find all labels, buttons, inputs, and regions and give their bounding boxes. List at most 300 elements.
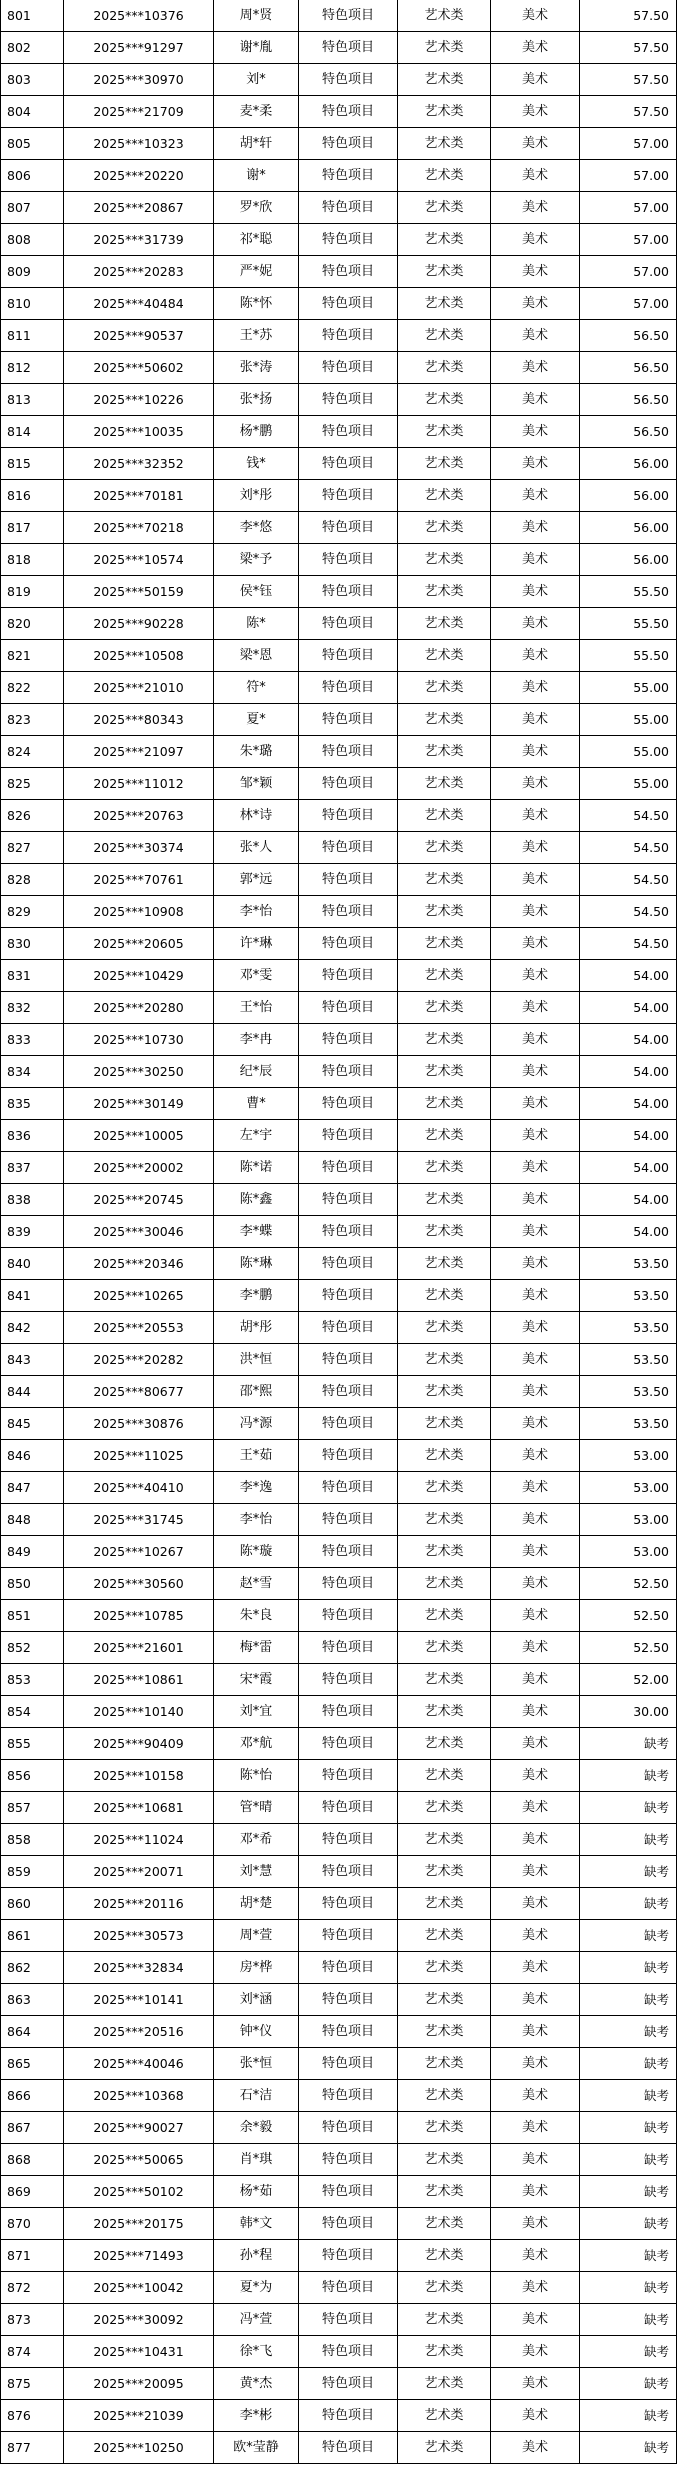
row-number-cell: 844: [1, 1376, 64, 1408]
score-cell: 缺考: [580, 1984, 677, 2016]
project-cell: 特色项目: [299, 800, 398, 832]
table-row: [1, 1792, 677, 1824]
project-cell: 特色项目: [299, 576, 398, 608]
category-cell: 艺术类: [398, 1440, 491, 1472]
score-cell: 缺考: [580, 2272, 677, 2304]
candidate-id-cell: 2025***10574: [64, 544, 214, 576]
score-cell: 56.50: [580, 352, 677, 384]
project-cell: 特色项目: [299, 1088, 398, 1120]
table-row: [1, 32, 677, 64]
row-number-cell: 863: [1, 1984, 64, 2016]
candidate-name-cell: 李*怡: [214, 1504, 299, 1536]
table-row: [1, 1248, 677, 1280]
row-number-cell: 854: [1, 1696, 64, 1728]
row-number-cell: 876: [1, 2400, 64, 2432]
score-cell: 缺考: [580, 2016, 677, 2048]
table-row: [1, 608, 677, 640]
candidate-id-cell: 2025***20116: [64, 1888, 214, 1920]
candidate-id-cell: 2025***10158: [64, 1760, 214, 1792]
score-cell: 缺考: [580, 2208, 677, 2240]
category-cell: 艺术类: [398, 416, 491, 448]
table-row: [1, 288, 677, 320]
project-cell: 特色项目: [299, 1152, 398, 1184]
project-cell: 特色项目: [299, 160, 398, 192]
candidate-id-cell: 2025***32834: [64, 1952, 214, 1984]
row-number-cell: 839: [1, 1216, 64, 1248]
score-cell: 52.50: [580, 1600, 677, 1632]
category-cell: 艺术类: [398, 928, 491, 960]
score-cell: 52.50: [580, 1568, 677, 1600]
project-cell: 特色项目: [299, 1504, 398, 1536]
project-cell: 特色项目: [299, 2176, 398, 2208]
score-cell: 缺考: [580, 1952, 677, 1984]
candidate-name-cell: 胡*轩: [214, 128, 299, 160]
category-cell: 艺术类: [398, 384, 491, 416]
row-number-cell: 807: [1, 192, 64, 224]
table-row: [1, 2144, 677, 2176]
table-row: [1, 1856, 677, 1888]
candidate-id-cell: 2025***20745: [64, 1184, 214, 1216]
category-cell: 艺术类: [398, 704, 491, 736]
project-cell: 特色项目: [299, 2048, 398, 2080]
category-cell: 艺术类: [398, 1248, 491, 1280]
project-cell: 特色项目: [299, 512, 398, 544]
row-number-cell: 873: [1, 2304, 64, 2336]
score-cell: 缺考: [580, 2400, 677, 2432]
category-cell: 艺术类: [398, 2208, 491, 2240]
candidate-id-cell: 2025***10376: [64, 0, 214, 32]
project-cell: 特色项目: [299, 224, 398, 256]
candidate-id-cell: 2025***71493: [64, 2240, 214, 2272]
row-number-cell: 827: [1, 832, 64, 864]
category-cell: 艺术类: [398, 2240, 491, 2272]
table-row: [1, 1280, 677, 1312]
candidate-id-cell: 2025***90027: [64, 2112, 214, 2144]
subject-cell: 美术: [491, 1344, 580, 1376]
category-cell: 艺术类: [398, 448, 491, 480]
score-cell: 缺考: [580, 2112, 677, 2144]
row-number-cell: 817: [1, 512, 64, 544]
subject-cell: 美术: [491, 1184, 580, 1216]
row-number-cell: 841: [1, 1280, 64, 1312]
score-cell: 57.50: [580, 0, 677, 32]
category-cell: 艺术类: [398, 1760, 491, 1792]
subject-cell: 美术: [491, 1856, 580, 1888]
row-number-cell: 833: [1, 1024, 64, 1056]
subject-cell: 美术: [491, 384, 580, 416]
row-number-cell: 867: [1, 2112, 64, 2144]
score-cell: 缺考: [580, 2144, 677, 2176]
score-cell: 53.00: [580, 1504, 677, 1536]
project-cell: 特色项目: [299, 288, 398, 320]
project-cell: 特色项目: [299, 0, 398, 32]
row-number-cell: 877: [1, 2432, 64, 2464]
candidate-name-cell: 李*逸: [214, 1472, 299, 1504]
subject-cell: 美术: [491, 1408, 580, 1440]
row-number-cell: 814: [1, 416, 64, 448]
subject-cell: 美术: [491, 2304, 580, 2336]
project-cell: 特色项目: [299, 320, 398, 352]
candidate-id-cell: 2025***20763: [64, 800, 214, 832]
project-cell: 特色项目: [299, 352, 398, 384]
subject-cell: 美术: [491, 2240, 580, 2272]
score-cell: 缺考: [580, 2176, 677, 2208]
table-row: [1, 2048, 677, 2080]
candidate-id-cell: 2025***20553: [64, 1312, 214, 1344]
category-cell: 艺术类: [398, 96, 491, 128]
candidate-id-cell: 2025***90537: [64, 320, 214, 352]
row-number-cell: 852: [1, 1632, 64, 1664]
row-number-cell: 815: [1, 448, 64, 480]
row-number-cell: 849: [1, 1536, 64, 1568]
candidate-name-cell: 邓*航: [214, 1728, 299, 1760]
row-number-cell: 872: [1, 2272, 64, 2304]
table-row: [1, 1024, 677, 1056]
table-row: [1, 2208, 677, 2240]
candidate-id-cell: 2025***10908: [64, 896, 214, 928]
table-row: [1, 160, 677, 192]
candidate-name-cell: 余*毅: [214, 2112, 299, 2144]
score-cell: 53.50: [580, 1312, 677, 1344]
category-cell: 艺术类: [398, 256, 491, 288]
row-number-cell: 869: [1, 2176, 64, 2208]
row-number-cell: 830: [1, 928, 64, 960]
project-cell: 特色项目: [299, 2112, 398, 2144]
candidate-name-cell: 冯*萱: [214, 2304, 299, 2336]
candidate-name-cell: 陈*璇: [214, 1536, 299, 1568]
score-cell: 53.00: [580, 1472, 677, 1504]
row-number-cell: 837: [1, 1152, 64, 1184]
table-row: [1, 1984, 677, 2016]
row-number-cell: 850: [1, 1568, 64, 1600]
score-cell: 缺考: [580, 2304, 677, 2336]
table-row: [1, 1344, 677, 1376]
project-cell: 特色项目: [299, 928, 398, 960]
score-cell: 缺考: [580, 1760, 677, 1792]
category-cell: 艺术类: [398, 2176, 491, 2208]
table-row: [1, 1408, 677, 1440]
subject-cell: 美术: [491, 2272, 580, 2304]
candidate-id-cell: 2025***30970: [64, 64, 214, 96]
project-cell: 特色项目: [299, 2400, 398, 2432]
candidate-name-cell: 刘*宜: [214, 1696, 299, 1728]
table-row: [1, 1376, 677, 1408]
candidate-id-cell: 2025***20220: [64, 160, 214, 192]
candidate-id-cell: 2025***80677: [64, 1376, 214, 1408]
score-cell: 56.00: [580, 544, 677, 576]
score-cell: 缺考: [580, 1824, 677, 1856]
candidate-id-cell: 2025***50159: [64, 576, 214, 608]
project-cell: 特色项目: [299, 1792, 398, 1824]
score-cell: 57.00: [580, 192, 677, 224]
project-cell: 特色项目: [299, 672, 398, 704]
category-cell: 艺术类: [398, 576, 491, 608]
subject-cell: 美术: [491, 1696, 580, 1728]
candidate-id-cell: 2025***90228: [64, 608, 214, 640]
subject-cell: 美术: [491, 1280, 580, 1312]
subject-cell: 美术: [491, 928, 580, 960]
category-cell: 艺术类: [398, 1280, 491, 1312]
table-row: [1, 992, 677, 1024]
subject-cell: 美术: [491, 352, 580, 384]
candidate-id-cell: 2025***20071: [64, 1856, 214, 1888]
candidate-name-cell: 李*悠: [214, 512, 299, 544]
subject-cell: 美术: [491, 608, 580, 640]
category-cell: 艺术类: [398, 1984, 491, 2016]
project-cell: 特色项目: [299, 64, 398, 96]
score-cell: 53.50: [580, 1280, 677, 1312]
table-row: [1, 224, 677, 256]
candidate-id-cell: 2025***21039: [64, 2400, 214, 2432]
subject-cell: 美术: [491, 1536, 580, 1568]
row-number-cell: 864: [1, 2016, 64, 2048]
project-cell: 特色项目: [299, 640, 398, 672]
table-row: [1, 672, 677, 704]
row-number-cell: 816: [1, 480, 64, 512]
candidate-name-cell: 杨*茹: [214, 2176, 299, 2208]
subject-cell: 美术: [491, 2208, 580, 2240]
candidate-name-cell: 曹*: [214, 1088, 299, 1120]
score-cell: 缺考: [580, 2240, 677, 2272]
category-cell: 艺术类: [398, 1312, 491, 1344]
project-cell: 特色项目: [299, 2272, 398, 2304]
candidate-name-cell: 罗*欣: [214, 192, 299, 224]
candidate-name-cell: 邹*颖: [214, 768, 299, 800]
project-cell: 特色项目: [299, 704, 398, 736]
project-cell: 特色项目: [299, 608, 398, 640]
subject-cell: 美术: [491, 768, 580, 800]
subject-cell: 美术: [491, 576, 580, 608]
table-row: [1, 800, 677, 832]
subject-cell: 美术: [491, 640, 580, 672]
candidate-name-cell: 朱*良: [214, 1600, 299, 1632]
category-cell: 艺术类: [398, 2144, 491, 2176]
table-row: [1, 1888, 677, 1920]
table-row: [1, 0, 677, 32]
candidate-name-cell: 刘*: [214, 64, 299, 96]
candidate-id-cell: 2025***20095: [64, 2368, 214, 2400]
category-cell: 艺术类: [398, 1568, 491, 1600]
subject-cell: 美术: [491, 864, 580, 896]
score-cell: 53.00: [580, 1440, 677, 1472]
category-cell: 艺术类: [398, 480, 491, 512]
row-number-cell: 855: [1, 1728, 64, 1760]
candidate-name-cell: 王*苏: [214, 320, 299, 352]
category-cell: 艺术类: [398, 800, 491, 832]
subject-cell: 美术: [491, 1088, 580, 1120]
table-row: [1, 1056, 677, 1088]
category-cell: 艺术类: [398, 896, 491, 928]
row-number-cell: 848: [1, 1504, 64, 1536]
subject-cell: 美术: [491, 2112, 580, 2144]
score-cell: 57.00: [580, 160, 677, 192]
candidate-id-cell: 2025***10323: [64, 128, 214, 160]
row-number-cell: 843: [1, 1344, 64, 1376]
project-cell: 特色项目: [299, 1440, 398, 1472]
table-row: [1, 352, 677, 384]
project-cell: 特色项目: [299, 1248, 398, 1280]
candidate-id-cell: 2025***21097: [64, 736, 214, 768]
row-number-cell: 861: [1, 1920, 64, 1952]
candidate-name-cell: 宋*霞: [214, 1664, 299, 1696]
candidate-name-cell: 李*蝶: [214, 1216, 299, 1248]
table-row: [1, 896, 677, 928]
score-cell: 55.00: [580, 768, 677, 800]
candidate-id-cell: 2025***20282: [64, 1344, 214, 1376]
row-number-cell: 818: [1, 544, 64, 576]
score-cell: 57.50: [580, 32, 677, 64]
candidate-name-cell: 梁*恩: [214, 640, 299, 672]
candidate-id-cell: 2025***10730: [64, 1024, 214, 1056]
project-cell: 特色项目: [299, 1696, 398, 1728]
category-cell: 艺术类: [398, 1696, 491, 1728]
candidate-id-cell: 2025***32352: [64, 448, 214, 480]
candidate-id-cell: 2025***10265: [64, 1280, 214, 1312]
row-number-cell: 822: [1, 672, 64, 704]
candidate-id-cell: 2025***10267: [64, 1536, 214, 1568]
category-cell: 艺术类: [398, 832, 491, 864]
subject-cell: 美术: [491, 480, 580, 512]
table-row: [1, 256, 677, 288]
subject-cell: 美术: [491, 2080, 580, 2112]
row-number-cell: 832: [1, 992, 64, 1024]
score-cell: 54.00: [580, 1184, 677, 1216]
candidate-id-cell: 2025***50602: [64, 352, 214, 384]
table-row: [1, 1632, 677, 1664]
project-cell: 特色项目: [299, 1888, 398, 1920]
category-cell: 艺术类: [398, 2368, 491, 2400]
subject-cell: 美术: [491, 448, 580, 480]
category-cell: 艺术类: [398, 960, 491, 992]
subject-cell: 美术: [491, 1024, 580, 1056]
row-number-cell: 842: [1, 1312, 64, 1344]
candidate-name-cell: 冯*源: [214, 1408, 299, 1440]
project-cell: 特色项目: [299, 1216, 398, 1248]
subject-cell: 美术: [491, 320, 580, 352]
category-cell: 艺术类: [398, 1920, 491, 1952]
category-cell: 艺术类: [398, 1024, 491, 1056]
category-cell: 艺术类: [398, 2016, 491, 2048]
category-cell: 艺术类: [398, 1952, 491, 1984]
table-row: [1, 1120, 677, 1152]
project-cell: 特色项目: [299, 256, 398, 288]
table-row: [1, 768, 677, 800]
table-row: [1, 1088, 677, 1120]
candidate-id-cell: 2025***21601: [64, 1632, 214, 1664]
candidate-id-cell: 2025***70181: [64, 480, 214, 512]
subject-cell: 美术: [491, 704, 580, 736]
score-cell: 57.00: [580, 128, 677, 160]
row-number-cell: 858: [1, 1824, 64, 1856]
table-row: [1, 736, 677, 768]
candidate-id-cell: 2025***31739: [64, 224, 214, 256]
subject-cell: 美术: [491, 32, 580, 64]
candidate-name-cell: 胡*彤: [214, 1312, 299, 1344]
project-cell: 特色项目: [299, 384, 398, 416]
row-number-cell: 853: [1, 1664, 64, 1696]
subject-cell: 美术: [491, 1920, 580, 1952]
project-cell: 特色项目: [299, 96, 398, 128]
row-number-cell: 845: [1, 1408, 64, 1440]
table-row: [1, 1600, 677, 1632]
candidate-id-cell: 2025***20605: [64, 928, 214, 960]
score-cell: 57.00: [580, 224, 677, 256]
category-cell: 艺术类: [398, 2272, 491, 2304]
candidate-name-cell: 陈*鑫: [214, 1184, 299, 1216]
candidate-name-cell: 夏*为: [214, 2272, 299, 2304]
subject-cell: 美术: [491, 2048, 580, 2080]
category-cell: 艺术类: [398, 544, 491, 576]
category-cell: 艺术类: [398, 2400, 491, 2432]
candidate-id-cell: 2025***10508: [64, 640, 214, 672]
score-cell: 56.00: [580, 512, 677, 544]
candidate-id-cell: 2025***21010: [64, 672, 214, 704]
candidate-name-cell: 石*洁: [214, 2080, 299, 2112]
score-cell: 52.00: [580, 1664, 677, 1696]
project-cell: 特色项目: [299, 768, 398, 800]
subject-cell: 美术: [491, 1376, 580, 1408]
row-number-cell: 856: [1, 1760, 64, 1792]
subject-cell: 美术: [491, 832, 580, 864]
category-cell: 艺术类: [398, 640, 491, 672]
row-number-cell: 835: [1, 1088, 64, 1120]
candidate-id-cell: 2025***90409: [64, 1728, 214, 1760]
category-cell: 艺术类: [398, 160, 491, 192]
candidate-name-cell: 刘*彤: [214, 480, 299, 512]
project-cell: 特色项目: [299, 1280, 398, 1312]
category-cell: 艺术类: [398, 1632, 491, 1664]
score-cell: 54.50: [580, 832, 677, 864]
subject-cell: 美术: [491, 2432, 580, 2464]
candidate-name-cell: 黄*杰: [214, 2368, 299, 2400]
table-row: [1, 1440, 677, 1472]
row-number-cell: 821: [1, 640, 64, 672]
project-cell: 特色项目: [299, 864, 398, 896]
score-cell: 54.00: [580, 1056, 677, 1088]
candidate-id-cell: 2025***40484: [64, 288, 214, 320]
table-row: [1, 2016, 677, 2048]
table-row: [1, 96, 677, 128]
candidate-id-cell: 2025***70218: [64, 512, 214, 544]
project-cell: 特色项目: [299, 32, 398, 64]
project-cell: 特色项目: [299, 2368, 398, 2400]
subject-cell: 美术: [491, 1760, 580, 1792]
table-row: [1, 1568, 677, 1600]
category-cell: 艺术类: [398, 672, 491, 704]
table-row: [1, 2336, 677, 2368]
score-cell: 缺考: [580, 2336, 677, 2368]
candidate-name-cell: 李*鹏: [214, 1280, 299, 1312]
project-cell: 特色项目: [299, 1472, 398, 1504]
project-cell: 特色项目: [299, 1344, 398, 1376]
row-number-cell: 870: [1, 2208, 64, 2240]
candidate-name-cell: 侯*钰: [214, 576, 299, 608]
category-cell: 艺术类: [398, 1536, 491, 1568]
row-number-cell: 811: [1, 320, 64, 352]
row-number-cell: 834: [1, 1056, 64, 1088]
candidate-name-cell: 张*扬: [214, 384, 299, 416]
project-cell: 特色项目: [299, 1056, 398, 1088]
candidate-id-cell: 2025***10226: [64, 384, 214, 416]
score-cell: 54.50: [580, 896, 677, 928]
score-cell: 缺考: [580, 2368, 677, 2400]
project-cell: 特色项目: [299, 1920, 398, 1952]
category-cell: 艺术类: [398, 1504, 491, 1536]
subject-cell: 美术: [491, 1600, 580, 1632]
category-cell: 艺术类: [398, 1792, 491, 1824]
row-number-cell: 803: [1, 64, 64, 96]
score-cell: 53.50: [580, 1408, 677, 1440]
